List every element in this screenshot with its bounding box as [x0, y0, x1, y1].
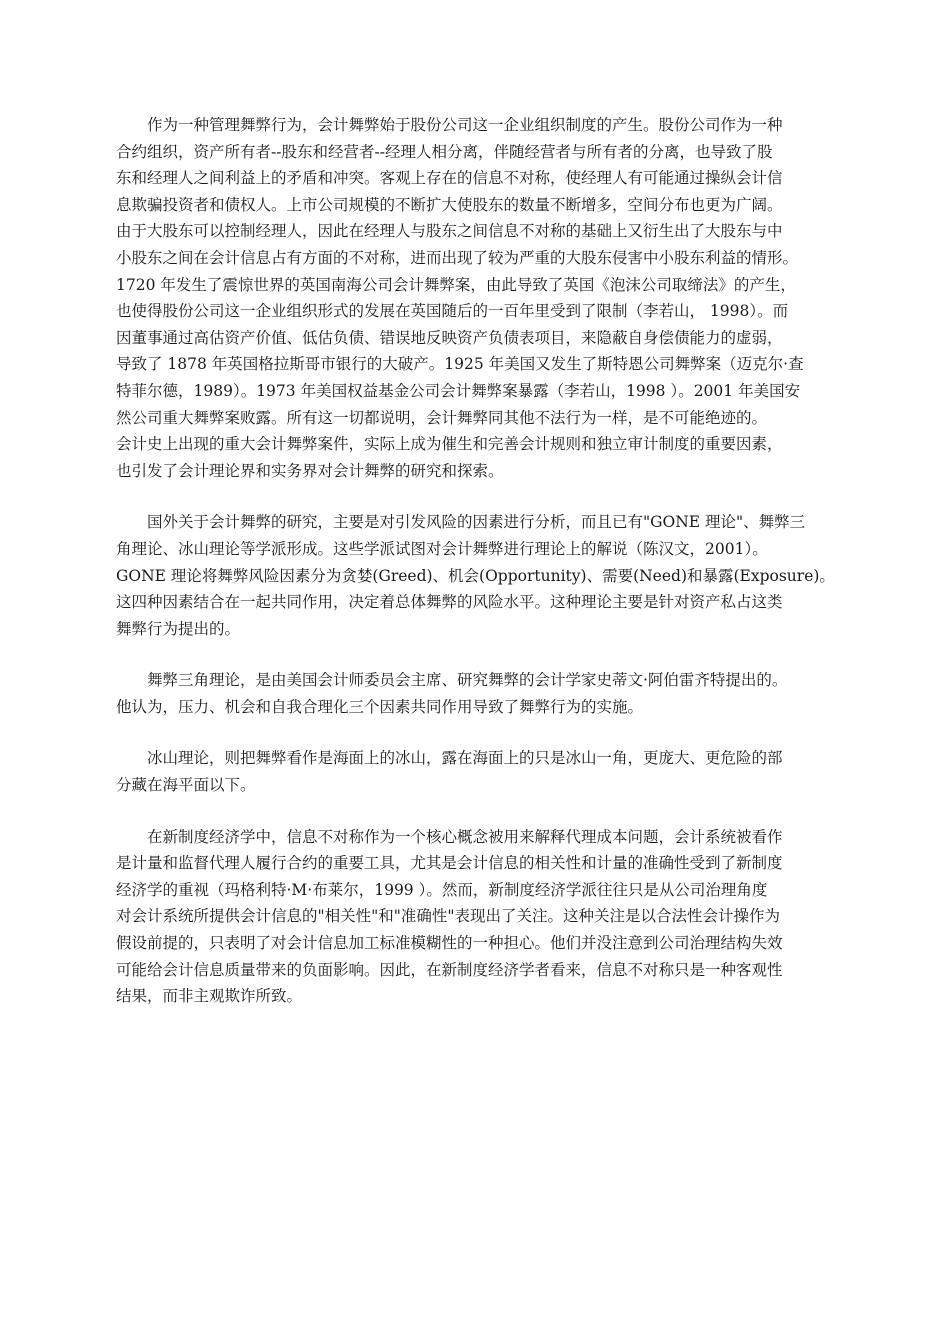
paragraph-history: [116, 112, 840, 484]
text-line: 1720 年发生了震惊世界的英国南海公司会计舞弊案，由此导致了英国《泡沫公司取缔法》的产生，: [116, 275, 796, 294]
text-line: 由于大股东可以控制经理人，因此在经理人与股东之间信息不对称的基础上又衍生出了大股东与中: [116, 222, 783, 241]
text-line: 也引发了会计理论界和实务界对会计舞弊的研究和探索。: [116, 461, 504, 480]
paragraph-gone-theory: [116, 509, 840, 642]
text-line: 舞弊三角理论，是由美国会计师委员会主席、研究舞弊的会计学家史蒂文·阿伯雷齐特提出的。: [116, 671, 788, 690]
text-line: 东和经理人之间利益上的矛盾和冲突。客观上存在的信息不对称，使经理人有可能通过操纵会计信: [116, 169, 783, 188]
text-line: 冰山理论，则把舞弊看作是海面上的冰山，露在海面上的只是冰山一角，更庞大、更危险的部: [116, 749, 783, 768]
text-line: 息欺骗投资者和债权人。上市公司规模的不断扩大使股东的数量不断增多，空间分布也更为广阔。: [116, 195, 783, 214]
paragraph-spacer: [116, 720, 840, 745]
text-line: 对会计系统所提供会计信息的"相关性"和"准确性"表现出了关注。这种关注是以合法性会计操作为: [116, 907, 781, 926]
text-line: 结果，而非主观欺诈所致。: [116, 987, 303, 1006]
text-line: 假设前提的，只表明了对会计信息加工标准模糊性的一种担心。他们并没注意到公司治理结构失效: [116, 934, 783, 953]
text-line: 国外关于会计舞弊的研究，主要是对引发风险的因素进行分析，而且已有"GONE 理论"、舞弊三: [116, 513, 806, 532]
paragraph-spacer: [116, 484, 840, 509]
text-line: 可能给会计信息质量带来的负面影响。因此，在新制度经济学者看来，信息不对称只是一种客观性: [116, 960, 783, 979]
text-line: 角理论、冰山理论等学派形成。这些学派试图对会计舞弊进行理论上的解说（陈汉文，2001）。: [116, 539, 768, 558]
text-line: 他认为，压力、机会和自我合理化三个因素共同作用导致了舞弊行为的实施。: [116, 697, 644, 716]
paragraph-fraud-triangle: [116, 667, 840, 720]
paragraph-spacer: [116, 799, 840, 824]
text-line: 作为一种管理舞弊行为，会计舞弊始于股份公司这一企业组织制度的产生。股份公司作为一种: [116, 116, 783, 134]
paragraph-spacer: [116, 642, 840, 667]
text-line: 然公司重大舞弊案败露。所有这一切都说明，会计舞弊同其他不法行为一样，是不可能绝迹的。: [116, 408, 768, 427]
text-line: 小股东之间在会计信息占有方面的不对称，进而出现了较为严重的大股东侵害中小股东利益的情形。: [116, 248, 799, 267]
text-line: 导致了 1878 年英国格拉斯哥市银行的大破产。1925 年美国又发生了斯特恩公司舞弊案（迈克尔·查: [116, 355, 804, 374]
text-line: 会计史上出现的重大会计舞弊案件，实际上成为催生和完善会计规则和独立审计制度的重要因素，: [116, 435, 783, 454]
document-page: [116, 112, 840, 1010]
text-line: 舞弊行为提出的。: [116, 619, 241, 638]
text-line: 经济学的重视（玛格利特·M·布莱尔，1999 ）。然而，新制度经济学派往往只是从公司治理角度: [116, 880, 768, 899]
paragraph-iceberg-theory: [116, 745, 840, 798]
paragraph-new-institutional: [116, 824, 840, 1010]
text-line: 是计量和监督代理人履行合约的重要工具，尤其是会计信息的相关性和计量的准确性受到了新制度: [116, 854, 783, 873]
text-line: 这四种因素结合在一起共同作用，决定着总体舞弊的风险水平。这种理论主要是针对资产私占这类: [116, 593, 783, 612]
text-line: 在新制度经济学中，信息不对称作为一个核心概念被用来解释代理成本问题，会计系统被看作: [116, 827, 783, 846]
text-line: 分藏在海平面以下。: [116, 776, 256, 795]
text-line: 特菲尔德，1989）。1973 年美国权益基金公司会计舞弊案暴露（李若山，1998 ）。2001 年美国安: [116, 381, 801, 400]
text-line: GONE 理论将舞弊风险因素分为贪婪(Greed)、机会(Opportunity)、需要(Need)和暴露(Exposure)。: [116, 566, 835, 585]
text-line: 也使得股份公司这一企业组织形式的发展在英国随后的一百年里受到了限制（李若山， 1998）。而: [116, 302, 789, 321]
text-line: 因董事通过高估资产价值、低估负债、错误地反映资产负债表项目，来隐蔽自身偿债能力的虚弱，: [116, 328, 783, 347]
text-line: 合约组织，资产所有者--股东和经营者--经理人相分离，伴随经营者与所有者的分离，也导致了股: [116, 142, 773, 161]
